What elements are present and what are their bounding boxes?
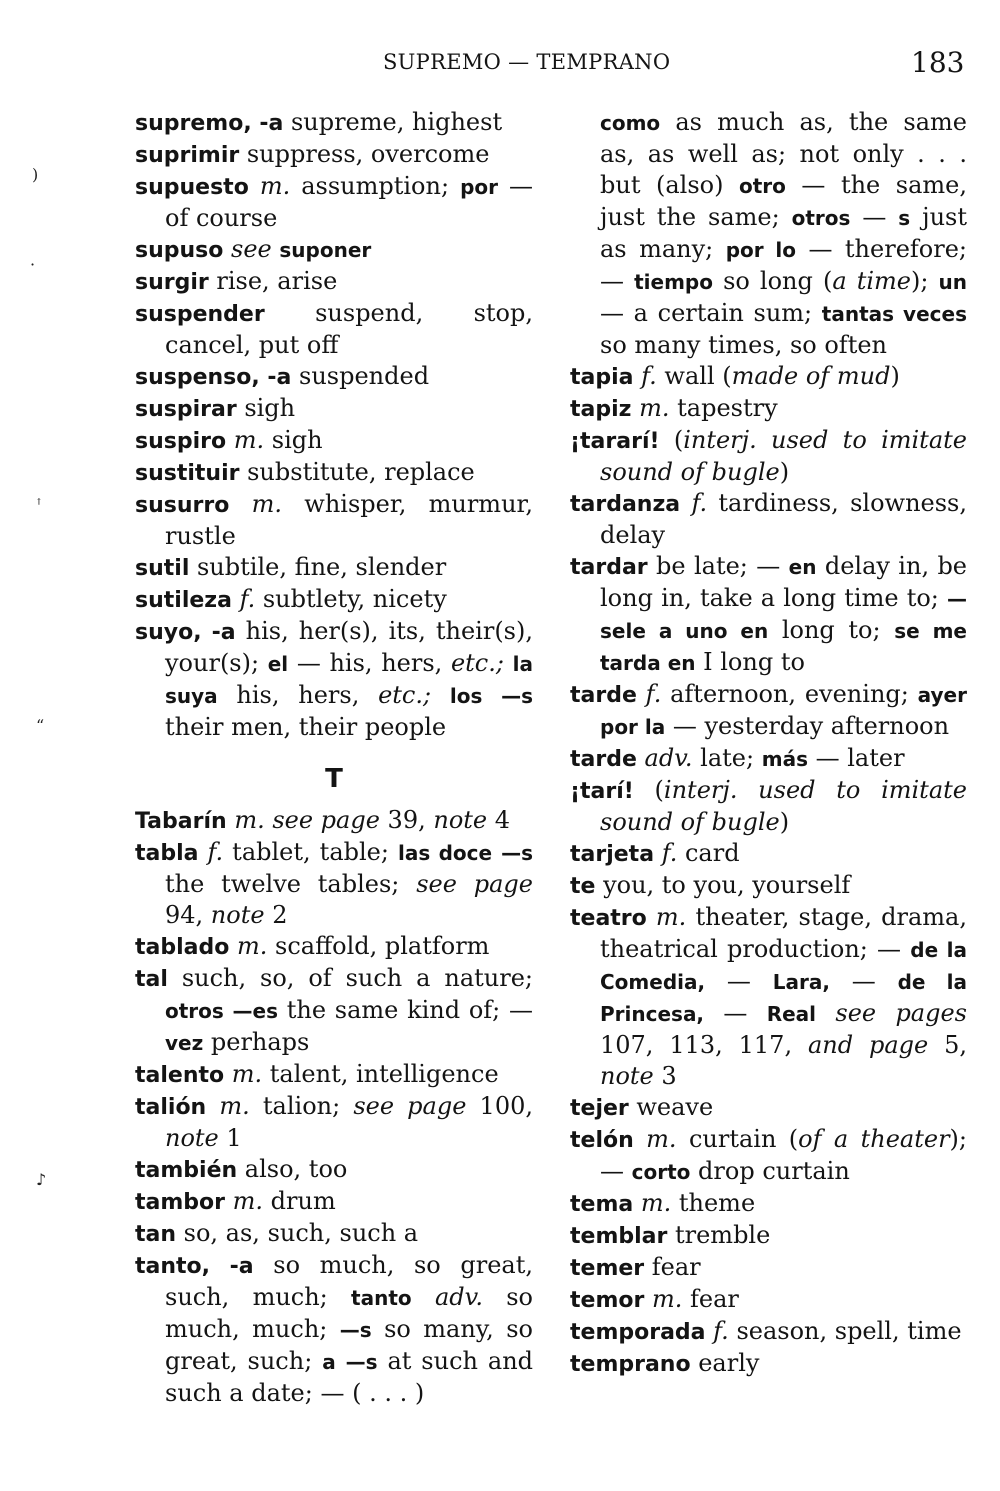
entry-text: a — [322, 1350, 336, 1374]
entry-text: — later — [807, 744, 905, 772]
entry-text: m. — [232, 1187, 264, 1215]
dictionary-entry — [570, 838, 967, 870]
entry-text — [644, 1285, 652, 1313]
entry-text — [225, 1187, 233, 1215]
entry-text: —s — [501, 841, 533, 865]
entry-headword: talión — [135, 1095, 207, 1120]
entry-text: 39, — [379, 806, 434, 834]
entry-text: sigh — [264, 426, 323, 454]
dictionary-entry — [570, 775, 967, 838]
entry-text: scaffold, platform — [267, 932, 490, 960]
entry-text: the same kind of; — — [278, 996, 533, 1024]
entry-text: so much, so great, such, much; — [165, 1251, 533, 1311]
entry-text: and page — [807, 1031, 929, 1059]
entry-text — [206, 1092, 219, 1120]
entry-text: their men, their people — [165, 713, 447, 741]
entry-text: of a theater — [798, 1125, 950, 1153]
dictionary-entry — [570, 1220, 967, 1252]
entry-text: supreme, highest — [283, 108, 503, 136]
entry-text: 3 — [653, 1062, 677, 1090]
entry-headword: también — [135, 1158, 238, 1183]
entry-text: suponer — [279, 238, 372, 262]
entry-text: otros — [165, 999, 224, 1023]
entry-text: m. — [259, 172, 291, 200]
entry-text: weave — [628, 1093, 714, 1121]
entry-text — [680, 489, 691, 517]
entry-text: m. — [651, 1285, 683, 1313]
entry-text: note — [165, 1124, 219, 1152]
dictionary-entry — [570, 1348, 967, 1380]
entry-text: f. — [207, 838, 224, 866]
dictionary-entry — [135, 107, 533, 139]
dictionary-entry — [570, 1252, 967, 1284]
entry-text: f. — [645, 680, 662, 708]
entry-headword: teatro — [570, 906, 647, 931]
dictionary-entry — [135, 931, 533, 963]
entry-text — [229, 490, 251, 518]
entry-text: suppress, overcome — [239, 140, 490, 168]
dictionary-entry — [135, 361, 533, 393]
entry-text: so many times, so often — [600, 331, 887, 359]
entry-text: —es — [232, 999, 279, 1023]
dictionary-entry — [570, 551, 967, 679]
entry-headword: tardanza — [570, 492, 681, 517]
entry-headword: talento — [135, 1063, 225, 1088]
entry-text — [654, 839, 662, 867]
entry-headword: tanto, -a — [135, 1254, 254, 1279]
entry-headword: temporada — [570, 1320, 706, 1345]
entry-headword: tabla — [135, 841, 199, 866]
entry-text: assumption; — [290, 172, 461, 200]
margin-mark: ꜛ — [36, 495, 42, 514]
entry-text — [637, 744, 645, 772]
entry-text: 4 — [487, 806, 511, 834]
entry-text — [232, 585, 240, 613]
entry-text: otros — [791, 206, 851, 230]
entry-text: corto — [631, 1160, 691, 1184]
entry-text: theater, stage, drama, theatrical production; — — [600, 903, 967, 963]
entry-text: etc.; — [450, 649, 504, 677]
entry-text: substitute, replace — [239, 458, 475, 486]
entry-text: subtlety, nicety — [255, 585, 447, 613]
entry-text: card — [677, 839, 740, 867]
dictionary-entry — [135, 837, 533, 931]
entry-text: early — [690, 1349, 760, 1377]
entry-text: so, as, such, such a — [176, 1219, 419, 1247]
entry-headword: suspenso, -a — [135, 365, 292, 390]
entry-text: as much as, the same as, as well as; not only . . . but (also) — [600, 108, 967, 199]
entry-text: m. — [219, 1092, 250, 1120]
entry-text: s — [898, 206, 911, 230]
right-column — [570, 107, 967, 1380]
entry-text: — — [829, 967, 898, 995]
entry-text: —sele a uno en — [600, 587, 967, 643]
entry-text: f. — [661, 839, 678, 867]
dictionary-entry — [570, 107, 967, 361]
entry-text: note — [433, 806, 488, 834]
dictionary-entry — [135, 393, 533, 425]
entry-text: his, hers, — [217, 681, 379, 709]
entry-text: — a certain sum; — [600, 299, 822, 327]
entry-text: m. — [237, 932, 268, 960]
entry-text: ( — [633, 776, 664, 804]
entry-text: f. — [239, 585, 256, 613]
entry-headword: suyo, -a — [135, 620, 236, 645]
entry-text: wall ( — [656, 362, 732, 390]
dictionary-entry — [135, 1059, 533, 1091]
entry-text: rise, arise — [208, 267, 338, 295]
entry-text — [336, 1347, 346, 1375]
dictionary-entry — [135, 552, 533, 584]
entry-text: m. — [655, 903, 687, 931]
entry-headword: supuesto — [135, 175, 249, 200]
entry-headword: tarde — [570, 683, 637, 708]
entry-text: at such and such a date; — ( . . . ) — [165, 1347, 534, 1407]
entry-text: drop curtain — [690, 1157, 850, 1185]
entry-text: you, to you, yourself — [595, 871, 851, 899]
entry-text: por — [460, 175, 498, 199]
entry-text — [224, 1060, 232, 1088]
entry-text: otro — [739, 174, 786, 198]
entry-text — [816, 999, 835, 1027]
entry-headword: sutileza — [135, 588, 232, 613]
entry-text: 5, — [928, 1031, 967, 1059]
entry-headword: sustituir — [135, 461, 240, 486]
entry-headword: ¡tararí! — [570, 429, 660, 454]
entry-text: ); — [910, 267, 939, 295]
entry-text: — — [704, 999, 767, 1027]
entry-text: so much, much; — [165, 1283, 533, 1343]
entry-text: I long to — [695, 648, 805, 676]
entry-text — [492, 838, 501, 866]
entry-text: late; — [692, 744, 762, 772]
entry-text: la suya — [165, 652, 533, 708]
dictionary-entry — [570, 488, 967, 551]
entry-text: fear — [682, 1285, 739, 1313]
entry-text: tapestry — [669, 394, 778, 422]
entry-text: suspended — [291, 362, 430, 390]
entry-text: m. — [233, 426, 265, 454]
entry-text: such, so, of such a nature; — [167, 964, 533, 992]
entry-headword: tapia — [570, 365, 634, 390]
entry-text: un — [938, 270, 967, 294]
margin-mark: · — [30, 255, 36, 274]
entry-text: tablet, table; — [223, 838, 398, 866]
entry-headword: tan — [135, 1222, 177, 1247]
entry-text: adv. — [644, 744, 693, 772]
dictionary-entry — [135, 171, 533, 234]
entry-text — [633, 1189, 641, 1217]
dictionary-entry — [135, 234, 533, 266]
entry-text — [229, 932, 237, 960]
entry-text: see page — [416, 870, 533, 898]
dictionary-entry — [135, 1250, 533, 1409]
entry-headword: temor — [570, 1288, 645, 1313]
entry-text: tanto — [351, 1286, 412, 1310]
entry-text: — — [705, 967, 773, 995]
entry-text: — the same, just the same; — [600, 171, 968, 231]
entry-text: ) — [779, 458, 790, 486]
dictionary-entry — [570, 1284, 967, 1316]
dictionary-entry — [135, 298, 533, 361]
dictionary-entry — [135, 139, 533, 171]
entry-text: theme — [671, 1189, 756, 1217]
entry-text: ) — [890, 362, 900, 390]
entry-text: tardiness, slowness, delay — [600, 489, 967, 549]
entry-text: also, too — [237, 1155, 348, 1183]
entry-text: las doce — [397, 841, 493, 865]
running-title: SUPREMO — TEMPRANO — [383, 50, 671, 74]
entry-headword: temblar — [570, 1224, 668, 1249]
dictionary-entry — [135, 616, 533, 743]
entry-text — [504, 649, 513, 677]
entry-text: fear — [644, 1253, 701, 1281]
entry-text: long to; — [768, 616, 895, 644]
entry-text: vez — [165, 1031, 204, 1055]
entry-text: be late; — — [647, 552, 789, 580]
entry-text: talion; — [249, 1092, 354, 1120]
entry-headword: tal — [135, 967, 168, 992]
entry-text: curtain ( — [676, 1125, 799, 1153]
entry-text: m. — [251, 490, 283, 518]
entry-headword: temer — [570, 1256, 645, 1281]
entry-text: f. — [641, 362, 657, 390]
margin-mark: ♪ — [36, 1170, 47, 1189]
entry-text: a time — [832, 267, 911, 295]
entry-headword: supremo, -a — [135, 111, 284, 136]
dictionary-entry — [570, 1316, 967, 1348]
dictionary-entry — [570, 1188, 967, 1220]
entry-text: f. — [691, 489, 708, 517]
entry-text: ayer por la — [600, 683, 967, 739]
entry-text: Lara, — [772, 970, 830, 994]
entry-text: f. — [713, 1317, 729, 1345]
entry-text: ) — [779, 808, 790, 836]
entry-text: ); — — [600, 1125, 967, 1185]
entry-text — [412, 1283, 435, 1311]
dictionary-entry — [135, 489, 533, 552]
entry-text: so many, so great, such; — [165, 1315, 533, 1375]
entry-headword: suspirar — [135, 397, 237, 422]
dictionary-entry — [570, 361, 967, 393]
dictionary-entry — [570, 679, 967, 743]
entry-text — [634, 362, 642, 390]
entry-headword: te — [570, 874, 596, 899]
entry-text: se me tarda en — [600, 619, 968, 675]
dictionary-entry — [570, 902, 967, 1092]
entry-text: whisper, murmur, rustle — [165, 490, 533, 550]
entry-text — [634, 1125, 646, 1153]
entry-text: —s — [345, 1350, 378, 1374]
entry-headword: sutil — [135, 556, 190, 581]
page-number: 183 — [911, 46, 965, 79]
entry-text: en — [788, 555, 817, 579]
dictionary-entry — [570, 393, 967, 425]
entry-text: m. — [639, 394, 670, 422]
entry-text: see page — [353, 1092, 467, 1120]
section-letter: T — [325, 764, 343, 794]
entry-text: see — [231, 235, 272, 263]
entry-headword: telón — [570, 1128, 634, 1153]
entry-text: etc.; — [378, 681, 432, 709]
entry-headword: temprano — [570, 1352, 691, 1377]
entry-text: just as many; — [600, 203, 967, 263]
dictionary-entry — [135, 1091, 533, 1154]
entry-headword: tambor — [135, 1190, 225, 1215]
entry-text: — therefore; — — [600, 235, 967, 295]
dictionary-entry — [570, 1124, 967, 1188]
entry-headword: suspender — [135, 302, 265, 327]
entry-text: de la Comedia, — [600, 938, 967, 994]
entry-headword: surgir — [135, 270, 209, 295]
page-header — [0, 46, 1000, 82]
dictionary-entry — [135, 1154, 533, 1186]
entry-text: el — [267, 652, 289, 676]
entry-text — [224, 996, 233, 1024]
entry-text: tremble — [667, 1221, 771, 1249]
entry-text: perhaps — [203, 1028, 310, 1056]
entry-text: suspend, stop, cancel, put off — [165, 299, 533, 359]
entry-text: 94, — [165, 901, 211, 929]
entry-text — [706, 1317, 714, 1345]
entry-text: talent, intelligence — [262, 1060, 499, 1088]
entry-headword: Tabarín — [135, 809, 227, 834]
dictionary-entry — [135, 1186, 533, 1218]
entry-text — [482, 681, 501, 709]
entry-text: subtile, fine, slender — [189, 553, 447, 581]
entry-text: 100, — [466, 1092, 533, 1120]
dictionary-entry — [135, 1218, 533, 1250]
entry-text — [647, 903, 656, 931]
entry-text: m. — [640, 1189, 672, 1217]
entry-text: m. — [231, 1060, 263, 1088]
left-column — [135, 107, 533, 1409]
entry-text: — of course — [165, 172, 533, 232]
entry-text: —s — [339, 1318, 372, 1342]
entry-text — [199, 838, 208, 866]
entry-text: 1 — [218, 1124, 242, 1152]
entry-text — [631, 394, 639, 422]
entry-text — [637, 680, 646, 708]
entry-text: so long ( — [712, 267, 833, 295]
entry-text: por lo — [725, 238, 797, 262]
entry-headword: tablado — [135, 935, 230, 960]
entry-text: the twelve tables; — [165, 870, 417, 898]
entry-text — [249, 172, 260, 200]
dictionary-entry — [135, 805, 533, 837]
entry-headword: supuso — [135, 238, 224, 263]
dictionary-entry — [570, 743, 967, 775]
dictionary-entry — [135, 457, 533, 489]
entry-text: —s — [501, 684, 533, 708]
entry-text: los — [449, 684, 483, 708]
entry-headword: tema — [570, 1192, 634, 1217]
entry-text: drum — [263, 1187, 336, 1215]
entry-text — [223, 235, 231, 263]
entry-text: tiempo — [634, 270, 713, 294]
entry-text: de la Princesa, — [600, 970, 967, 1026]
entry-text: — — [850, 203, 899, 231]
margin-mark: “ — [36, 716, 45, 735]
entry-text: tantas veces — [821, 302, 967, 326]
entry-headword: tardar — [570, 555, 648, 580]
entry-text: interj. used to imitate sound of bugle — [600, 776, 967, 836]
entry-headword: suspiro — [135, 429, 227, 454]
entry-text: m. see page — [234, 806, 380, 834]
entry-text: delay in, be long in, take a long time to; — [600, 552, 968, 612]
entry-text: afternoon, evening; — [661, 680, 918, 708]
dictionary-entry — [570, 425, 967, 488]
margin-mark: ) — [32, 165, 39, 184]
dictionary-entry — [570, 870, 967, 902]
entry-text: como — [600, 111, 661, 135]
entry-text: — his, hers, — [288, 649, 451, 677]
entry-text: Real — [766, 1002, 817, 1026]
entry-text: interj. used to imitate sound of bugle — [600, 426, 967, 486]
entry-text: 2 — [264, 901, 288, 929]
entry-text: season, spell, time — [728, 1317, 962, 1345]
entry-text: sigh — [236, 394, 296, 422]
entry-text — [431, 681, 450, 709]
entry-text: note — [600, 1062, 654, 1090]
entry-text: ( — [659, 426, 684, 454]
entry-text: m. — [646, 1125, 677, 1153]
entry-text: más — [761, 747, 808, 771]
entry-headword: susurro — [135, 493, 230, 518]
entry-text: — yesterday afternoon — [665, 712, 950, 740]
entry-text: see pages — [835, 999, 967, 1027]
entry-headword: tapiz — [570, 397, 632, 422]
entry-text — [226, 426, 234, 454]
entry-headword: tejer — [570, 1096, 629, 1121]
dictionary-entry — [135, 266, 533, 298]
dictionary-entry — [570, 1092, 967, 1124]
entry-text: his, her(s), its, their(s), your(s); — [165, 617, 533, 677]
entry-headword: tarjeta — [570, 842, 655, 867]
entry-text: made of mud — [731, 362, 891, 390]
entry-headword: suprimir — [135, 143, 240, 168]
dictionary-entry — [135, 963, 533, 1059]
dictionary-entry — [135, 425, 533, 457]
entry-headword: tarde — [570, 747, 637, 772]
dictionary-entry — [135, 584, 533, 616]
entry-text: note — [210, 901, 265, 929]
entry-text: adv. — [434, 1283, 483, 1311]
entry-text: 107, 113, 117, — [600, 1031, 808, 1059]
entry-headword: ¡tarí! — [570, 779, 634, 804]
